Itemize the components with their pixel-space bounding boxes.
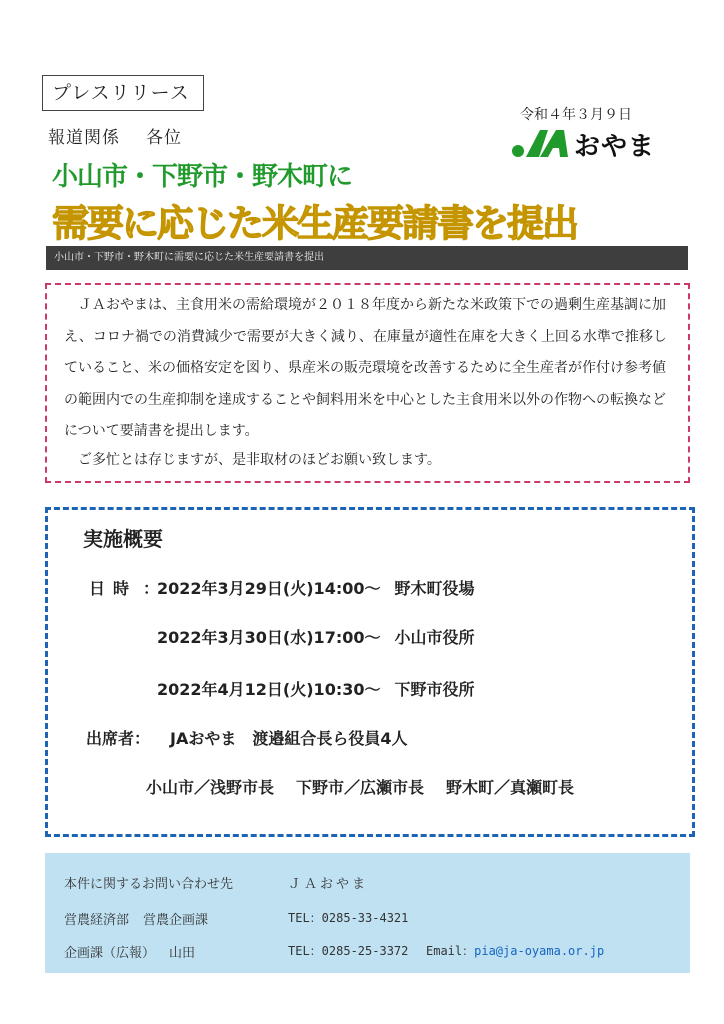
contact-phone: TEL：0285-33-4321 bbox=[288, 911, 409, 925]
schedule-item bbox=[157, 576, 475, 599]
datetime-label: 日時 bbox=[89, 579, 138, 598]
addressee bbox=[48, 123, 182, 148]
ja-logo-wordmark: おやま bbox=[574, 132, 656, 162]
contact-org: ＪＡおやま bbox=[288, 877, 369, 892]
schedule-venue: 下野市役所 bbox=[394, 680, 475, 699]
schedule-title: 実施概要 bbox=[83, 527, 163, 551]
contact-person: 山田 bbox=[169, 946, 196, 961]
datetime-colon: ： bbox=[143, 579, 160, 598]
contact-phone: TEL：0285-25-3372 bbox=[288, 944, 409, 958]
subtitle-bar: 小山市・下野市・野木町に需要に応じた米生産要請書を提出 bbox=[46, 246, 688, 270]
schedule-venue: 小山市役所 bbox=[394, 628, 475, 647]
statement-closing: ご多忙とは存じますが、是非取材のほどお願い致します。 bbox=[78, 452, 441, 468]
attendees-label: 出席者： bbox=[86, 729, 151, 748]
contact-department bbox=[64, 942, 195, 961]
attendees-value: JAおやま 渡邉組合長ら役員4人 bbox=[170, 729, 408, 748]
mayor-entry: 野木町／真瀬町長 bbox=[446, 778, 575, 797]
mayors-list bbox=[146, 775, 574, 798]
contact-dept-name: 営農経済部 bbox=[64, 913, 130, 928]
mayor-entry: 小山市／浅野市長 bbox=[146, 778, 275, 797]
release-date: 令和４年３月９日 bbox=[520, 107, 632, 123]
contact-dept-name: 企画課（広報） bbox=[64, 946, 156, 961]
headline-line-1: 小山市・下野市・野木町に bbox=[52, 162, 353, 192]
schedule-datetime: 2022年3月29日(火)14:00～ bbox=[157, 579, 381, 598]
mayor-entry: 下野市／広瀬市長 bbox=[296, 778, 425, 797]
addressee-honorific: 各位 bbox=[146, 128, 182, 148]
schedule-venue: 野木町役場 bbox=[394, 579, 475, 598]
schedule-item bbox=[157, 625, 475, 648]
email-address-link[interactable]: pia@ja-oyama.or.jp bbox=[474, 944, 605, 958]
contact-intro: 本件に関するお問い合わせ先 bbox=[64, 877, 234, 892]
statement-body: ＪＡおやまは、主食用米の需給環境が２０１８年度から新たな米政策下での過剰生産基調に加え、コロナ禍での消費減少で需要が大きく減り、在庫量が適性在庫を大きく上回る水準で推移していること、米の価格安定を図り、県産米の販売環境を改善するために全生産者が作付け参考値の範囲内での生産抑制を達成することや飼料用米を中心とした主食用米以外の作物への転換などについて要請書を提出します。 bbox=[64, 297, 667, 439]
contact-email bbox=[426, 942, 604, 959]
email-label: Email： bbox=[426, 944, 475, 958]
schedule-item bbox=[157, 677, 475, 700]
contact-section: 営農企画課 bbox=[143, 913, 209, 928]
schedule-datetime: 2022年3月30日(水)17:00～ bbox=[157, 628, 381, 647]
headline-line-2: 需要に応じた米生産要請書を提出 bbox=[52, 202, 577, 245]
addressee-group: 報道関係 bbox=[48, 128, 120, 148]
schedule-datetime: 2022年4月12日(火)10:30～ bbox=[157, 680, 381, 699]
contact-department bbox=[64, 909, 208, 928]
press-release-label: プレスリリース bbox=[42, 75, 204, 111]
